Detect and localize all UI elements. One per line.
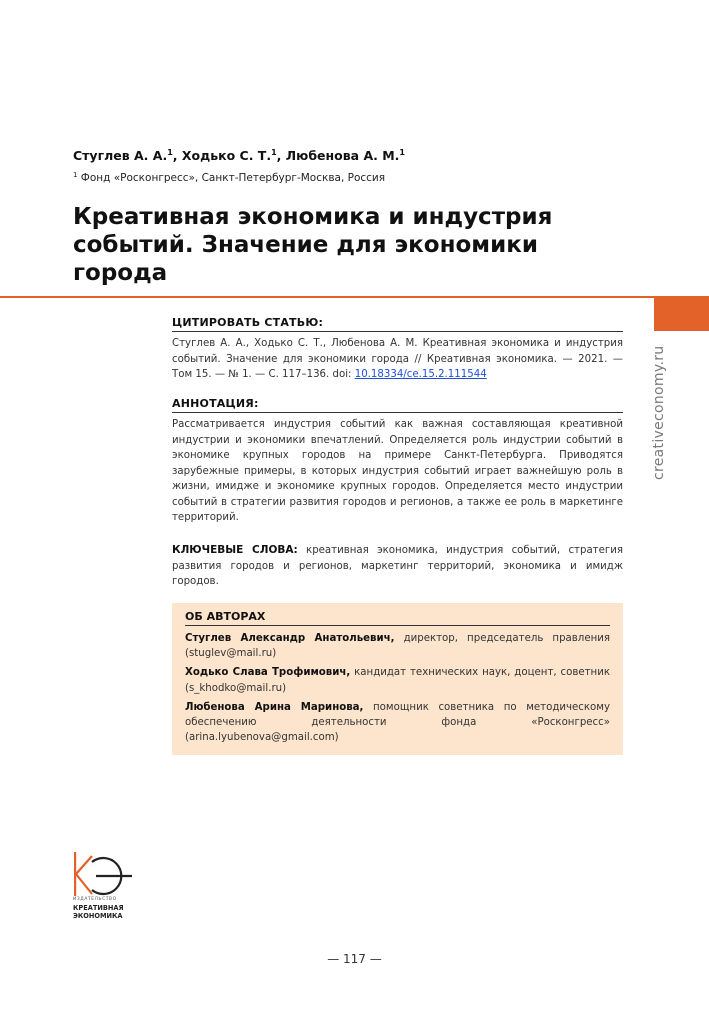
page-number: — 117 —	[327, 952, 382, 966]
doi-link[interactable]: 10.18334/ce.15.2.111544	[354, 369, 487, 380]
abstract-section	[172, 397, 623, 526]
citation-heading: ЦИТИРОВАТЬ СТАТЬЮ:	[172, 316, 623, 332]
keywords-label: КЛЮЧЕВЫЕ СЛОВА:	[172, 544, 298, 556]
article-title: Креативная экономика и индустрия событий. Значение для экономики города	[73, 204, 553, 286]
citation-text: Стуглев А. А., Ходько С. Т., Любенова А. М. Креативная экономика и индустрия событий. Значение для экономики города // Креативная экономика. — 2021. — Том 15. — № 1. — С. 117–136. doi: 10.18334/ce.15.2.111544	[172, 338, 623, 380]
author-2: Ходько С. Т.$^1$,	[181, 148, 286, 163]
author-entry: Стуглев Александр Анатольевич, директор, председатель правления (stuglev@mail.ru)	[185, 633, 610, 660]
about-heading: ОБ АВТОРАХ	[185, 610, 610, 626]
author-1: Стуглев А. А.$^1$,	[73, 148, 182, 163]
affiliation: $^1$ Фонд «Росконгресс», Санкт-Петербург-Москва, Россия	[73, 171, 386, 184]
orange-divider	[0, 296, 709, 298]
citation-section	[172, 316, 623, 383]
author-3: Любенова А. М.$^1$	[285, 148, 405, 163]
author-entry: Любенова Арина Маринова, помощник советника по методическому обеспечению деятельности фонда «Росконгресс» (arina.lyubenova@gmail.com)	[185, 701, 610, 744]
author-entry: Ходько Слава Трофимович, кандидат технических наук, доцент, советник (s_khodko@mail.ru)	[185, 667, 610, 694]
orange-tab	[654, 298, 709, 331]
about-authors-box	[172, 603, 623, 755]
side-url: creativeconomy.ru	[651, 345, 667, 480]
publisher-logo-text: ИЗДАТЕЛЬСТВО КРЕАТИВНАЯ ЭКОНОМИКА	[73, 897, 124, 920]
abstract-text: Рассматривается индустрия событий как важная составляющая креативной индустрии и экономики впечатлений. Определяется роль индустрии событий в экономике крупных городов на примере Санкт-Петербурга. Приводятся зарубежные примеры, в которых индустрия событий играет важнейшую роль в жизни, имидже и экономике крупных городов. Определяется место индустрии событий в стратегии развития городов и регионов, а также ее роль в маркетинге территорий.	[172, 419, 623, 523]
keywords-text: КЛЮЧЕВЫЕ СЛОВА: креативная экономика, индустрия событий, стратегия развития городов и регионов, маркетинг территорий, экономика и имидж городов.	[172, 544, 623, 587]
keywords-section	[172, 539, 623, 590]
authors-line	[73, 148, 405, 163]
abstract-heading: АННОТАЦИЯ:	[172, 397, 623, 413]
